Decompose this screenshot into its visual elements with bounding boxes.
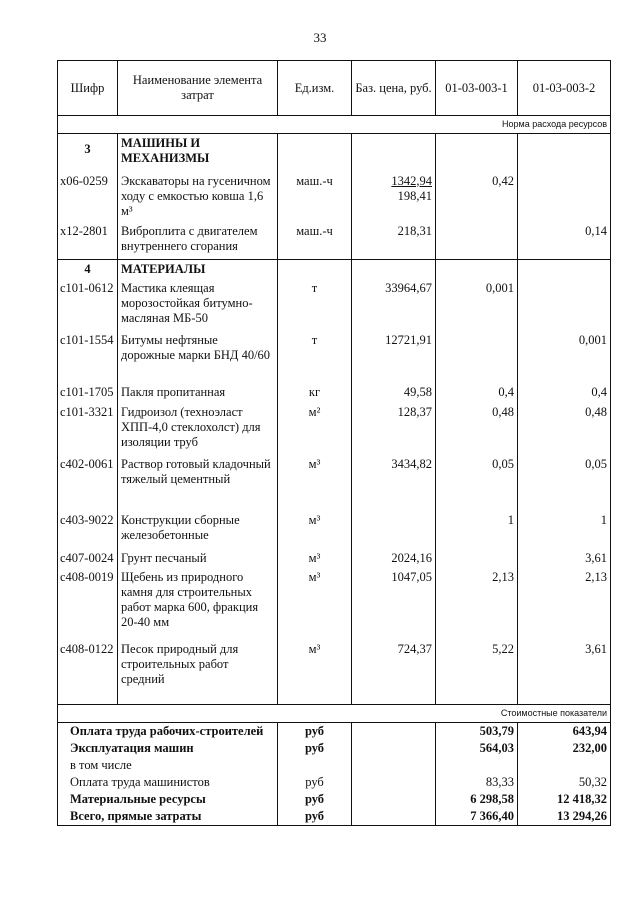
table-row (58, 455, 611, 511)
norm-label: Норма расхода ресурсов (58, 116, 611, 134)
row-unit: маш.-ч (278, 172, 352, 222)
total-unit: руб (278, 774, 352, 791)
total-value-2: 643,94 (518, 722, 611, 740)
row-price: 724,37 (352, 640, 436, 704)
row-code: с101-1705 (58, 383, 118, 403)
row-value-2: 3,61 (518, 640, 611, 704)
total-value-1: 7 366,40 (436, 808, 518, 826)
norm-row (58, 116, 611, 134)
cost-label: Стоимостные показатели (58, 704, 611, 722)
row-price (352, 511, 436, 549)
row-value-2: 1 (518, 511, 611, 549)
total-value-1: 6 298,58 (436, 791, 518, 808)
total-unit: руб (278, 791, 352, 808)
row-value-2: 0,4 (518, 383, 611, 403)
row-value-1: 0,05 (436, 455, 518, 511)
total-label: Оплата труда машинистов (58, 774, 278, 791)
row-value-1: 0,4 (436, 383, 518, 403)
row-price: 33964,67 (352, 279, 436, 331)
row-value-2: 0,05 (518, 455, 611, 511)
header-col1: 01-03-003-1 (436, 61, 518, 116)
section-number: 4 (58, 260, 118, 280)
row-value-1: 0,001 (436, 279, 518, 331)
row-name: Конструкции сборные железобетонные (118, 511, 278, 549)
row-name: Пакля пропитанная (118, 383, 278, 403)
header-col2: 01-03-003-2 (518, 61, 611, 116)
row-unit: м³ (278, 568, 352, 640)
row-name: Песок природный для строительных работ средний (118, 640, 278, 704)
header-unit: Ед.изм. (278, 61, 352, 116)
row-price: 49,58 (352, 383, 436, 403)
row-code: с101-3321 (58, 403, 118, 455)
row-unit: м³ (278, 511, 352, 549)
section-materials (58, 260, 611, 280)
row-code: с101-0612 (58, 279, 118, 331)
row-code: с402-0061 (58, 455, 118, 511)
total-value-2: 232,00 (518, 740, 611, 757)
section-machines (58, 134, 611, 172)
row-name: Гидроизол (техноэласт ХПП-4,0 стеклохолст) для изоляции труб (118, 403, 278, 455)
total-label: Оплата труда рабочих-строителей (58, 722, 278, 740)
row-price: 128,37 (352, 403, 436, 455)
row-value-1: 1 (436, 511, 518, 549)
table-row (58, 172, 611, 222)
table-row (58, 640, 611, 704)
total-label: Эксплуатация машин (58, 740, 278, 757)
row-value-2: 0,14 (518, 222, 611, 260)
row-name: Щебень из природного камня для строительных работ марка 600, фракция 20-40 мм (118, 568, 278, 640)
total-value-2: 12 418,32 (518, 791, 611, 808)
total-row (58, 774, 611, 791)
page-number: 33 (313, 30, 327, 45)
row-value-2: 3,61 (518, 549, 611, 568)
row-value-1 (436, 331, 518, 383)
row-price-secondary: 198,41 (397, 188, 432, 203)
row-code: с403-9022 (58, 511, 118, 549)
total-row (58, 722, 611, 740)
row-price: 2024,16 (352, 549, 436, 568)
row-value-1: 0,48 (436, 403, 518, 455)
row-code: с101-1554 (58, 331, 118, 383)
row-price-main: 1342,94 (391, 173, 432, 188)
row-name: Битумы нефтяные дорожные марки БНД 40/60 (118, 331, 278, 383)
row-value-1 (436, 549, 518, 568)
row-unit: м³ (278, 640, 352, 704)
row-value-2: 0,48 (518, 403, 611, 455)
row-name: Мастика клеящая морозостойкая битумно-масляная МБ-50 (118, 279, 278, 331)
row-value-2: 2,13 (518, 568, 611, 640)
total-row (58, 808, 611, 826)
total-unit: руб (278, 740, 352, 757)
row-price: 218,31 (352, 222, 436, 260)
total-unit: руб (278, 808, 352, 826)
row-unit: т (278, 279, 352, 331)
row-unit: маш.-ч (278, 222, 352, 260)
table-row (58, 403, 611, 455)
table-row (58, 568, 611, 640)
row-name: Виброплита с двигателем внутреннего сгорания (118, 222, 278, 260)
row-code: х12-2801 (58, 222, 118, 260)
row-unit: м³ (278, 549, 352, 568)
header-name: Наименование элемента затрат (118, 61, 278, 116)
total-value-1: 83,33 (436, 774, 518, 791)
row-unit: кг (278, 383, 352, 403)
total-label: в том числе (58, 757, 278, 774)
table-row (58, 549, 611, 568)
row-code: с407-0024 (58, 549, 118, 568)
total-label: Материальные ресурсы (58, 791, 278, 808)
row-price: 3434,82 (352, 455, 436, 511)
cost-row (58, 704, 611, 722)
table-row (58, 383, 611, 403)
row-value-1: 5,22 (436, 640, 518, 704)
row-value-1: 0,42 (436, 172, 518, 222)
row-value-2 (518, 279, 611, 331)
section-title: МАШИНЫ И МЕХАНИЗМЫ (118, 134, 278, 172)
table-row (58, 511, 611, 549)
total-value-2: 13 294,26 (518, 808, 611, 826)
row-value-2: 0,001 (518, 331, 611, 383)
row-code: х06-0259 (58, 172, 118, 222)
row-unit: м³ (278, 455, 352, 511)
total-label: Всего, прямые затраты (58, 808, 278, 826)
table-row (58, 222, 611, 260)
row-price: 1047,05 (352, 568, 436, 640)
row-value-1: 2,13 (436, 568, 518, 640)
row-price (352, 172, 436, 222)
total-value-1: 503,79 (436, 722, 518, 740)
total-unit: руб (278, 722, 352, 740)
row-name: Грунт песчаный (118, 549, 278, 568)
row-code: с408-0019 (58, 568, 118, 640)
total-row (58, 740, 611, 757)
header-price: Баз. цена, руб. (352, 61, 436, 116)
total-value-1: 564,03 (436, 740, 518, 757)
total-row (58, 791, 611, 808)
row-code: с408-0122 (58, 640, 118, 704)
header-row (58, 61, 611, 116)
row-unit: т (278, 331, 352, 383)
row-name: Раствор готовый кладочный тяжелый цементный (118, 455, 278, 511)
total-row (58, 757, 611, 774)
resource-table (57, 60, 611, 826)
table-row (58, 331, 611, 383)
row-unit: м² (278, 403, 352, 455)
row-price: 12721,91 (352, 331, 436, 383)
total-value-2: 50,32 (518, 774, 611, 791)
row-value-1 (436, 222, 518, 260)
section-title: МАТЕРИАЛЫ (118, 260, 278, 280)
header-code: Шифр (58, 61, 118, 116)
row-value-2 (518, 172, 611, 222)
section-number: 3 (58, 134, 118, 172)
row-name: Экскаваторы на гусеничном ходу с емкостью ковша 1,6 м³ (118, 172, 278, 222)
table-row (58, 279, 611, 331)
